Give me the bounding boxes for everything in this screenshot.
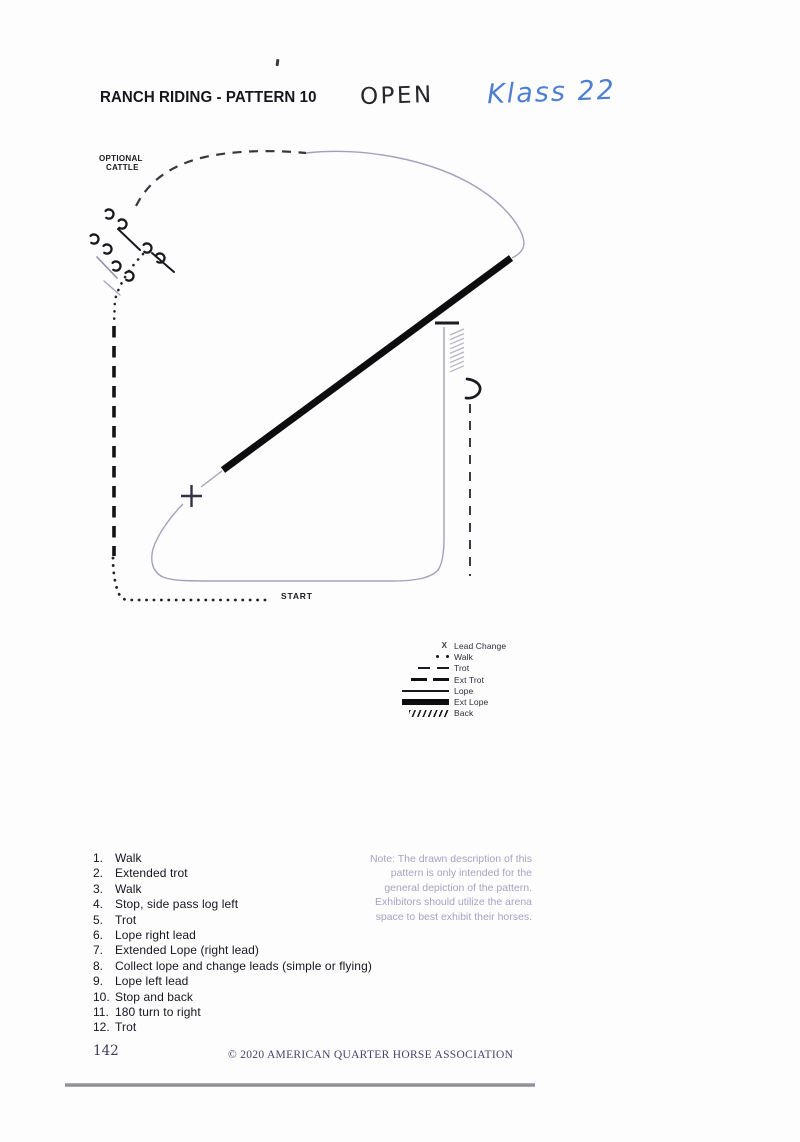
lead-change-x-icon: X xyxy=(441,641,447,651)
page-number: 142 xyxy=(93,1043,119,1059)
maneuver-text: 180 turn to right xyxy=(115,1005,201,1020)
maneuver-item xyxy=(93,897,372,912)
maneuver-number: 11. xyxy=(93,1005,109,1020)
maneuver-number: 8. xyxy=(93,958,104,973)
maneuver-text: Lope right lead xyxy=(115,928,196,943)
note-line: space to best exhibit their horses. xyxy=(375,910,532,923)
back-hatch-icon xyxy=(409,710,449,717)
maneuver-text: Trot xyxy=(115,1020,137,1035)
legend-label: Ext Lope xyxy=(454,697,489,708)
maneuver-number: 4. xyxy=(93,897,104,912)
walk-dot-icon xyxy=(436,655,439,658)
page-title: RANCH RIDING - PATTERN 10 xyxy=(100,89,317,106)
lope-loop-path xyxy=(152,327,444,581)
maneuver-number: 6. xyxy=(93,928,104,943)
maneuver-item xyxy=(93,943,372,958)
ext-trot-dash-icon xyxy=(433,678,449,682)
legend-row-lope xyxy=(395,685,506,696)
pattern-diagram xyxy=(0,130,560,630)
walk-dotted-upper-path xyxy=(114,254,143,324)
ext-lope-line xyxy=(223,258,511,470)
note-line: pattern is only intended for the xyxy=(390,867,532,880)
maneuver-text: Walk xyxy=(115,851,142,865)
maneuver-item xyxy=(93,928,372,943)
lope-line-icon xyxy=(402,690,449,693)
legend-label: Walk xyxy=(454,651,473,662)
maneuver-number: 3. xyxy=(93,881,104,896)
maneuver-number: 10. xyxy=(93,989,110,1004)
maneuver-number: 9. xyxy=(93,974,104,989)
legend-label: Lope xyxy=(454,685,474,696)
maneuver-item xyxy=(93,851,372,866)
maneuver-number: 12. xyxy=(93,1020,110,1035)
page-bottom-edge xyxy=(65,1083,535,1087)
maneuver-item xyxy=(93,913,372,928)
legend-row-ext-trot xyxy=(395,674,506,685)
legend-row-lead-change xyxy=(395,640,506,651)
trot-dash-icon xyxy=(418,667,430,669)
legend xyxy=(395,640,506,719)
maneuver-text: Extended trot xyxy=(115,866,188,881)
legend-row-trot xyxy=(395,663,506,674)
stray-pen-mark xyxy=(276,59,279,66)
legend-label: Back xyxy=(454,708,474,719)
maneuver-number: 2. xyxy=(93,866,104,881)
trot-dash-icon xyxy=(437,667,449,669)
maneuver-number: 1. xyxy=(93,851,104,865)
walk-dotted-start-path xyxy=(113,558,272,600)
ext-lope-bar-icon xyxy=(402,699,449,705)
maneuver-item xyxy=(93,990,372,1005)
handwritten-klass-text: Klass 22 xyxy=(486,74,617,111)
maneuver-number: 7. xyxy=(93,943,104,958)
optional-cattle-line1: OPTIONAL xyxy=(99,154,143,163)
maneuver-list xyxy=(93,851,372,1036)
back-hatches xyxy=(450,329,464,372)
maneuver-text: Lope left lead xyxy=(115,974,189,989)
copyright-text: © 2020 AMERICAN QUARTER HORSE ASSOCIATION xyxy=(228,1049,514,1061)
turn-180-marker xyxy=(466,379,480,398)
maneuver-text: Extended Lope (right lead) xyxy=(115,943,260,958)
maneuver-number: 5. xyxy=(93,912,104,927)
maneuver-text: Trot xyxy=(115,912,137,927)
legend-label: Ext Trot xyxy=(454,674,485,685)
lope-connector-path xyxy=(201,471,222,487)
lope-curve-path xyxy=(306,151,524,258)
maneuver-text: Stop and back xyxy=(115,989,194,1004)
maneuver-text: Walk xyxy=(115,881,142,896)
legend-row-walk xyxy=(395,651,506,662)
maneuver-item xyxy=(93,1020,372,1035)
trot-arc-path xyxy=(136,151,306,206)
maneuver-text: Collect lope and change leads (simple or flying) xyxy=(115,958,372,973)
optional-cattle-line2: CATTLE xyxy=(106,163,139,172)
handwritten-open-text: OPEN xyxy=(359,82,435,110)
legend-label: Trot xyxy=(454,663,470,674)
start-label: START xyxy=(281,591,313,601)
maneuver-item xyxy=(93,882,372,897)
legend-row-ext-lope xyxy=(395,696,506,707)
pattern-note xyxy=(340,852,532,924)
maneuver-text: Stop, side pass log left xyxy=(115,897,239,912)
maneuver-item xyxy=(93,974,372,989)
optional-cattle-label xyxy=(99,154,143,172)
ext-trot-dash-icon xyxy=(411,678,427,682)
lead-change-marker xyxy=(181,485,202,507)
cattle-symbols xyxy=(88,208,174,295)
maneuver-item xyxy=(93,1005,372,1020)
legend-label: Lead Change xyxy=(454,640,507,651)
note-line: Note: The drawn description of this xyxy=(369,853,532,865)
note-line: Exhibitors should utilize the arena xyxy=(374,896,532,909)
note-line: general depiction of the pattern. xyxy=(384,881,532,894)
walk-dot-icon xyxy=(446,655,449,658)
maneuver-item xyxy=(93,866,372,881)
maneuver-item xyxy=(93,959,372,974)
legend-row-back xyxy=(395,708,506,719)
